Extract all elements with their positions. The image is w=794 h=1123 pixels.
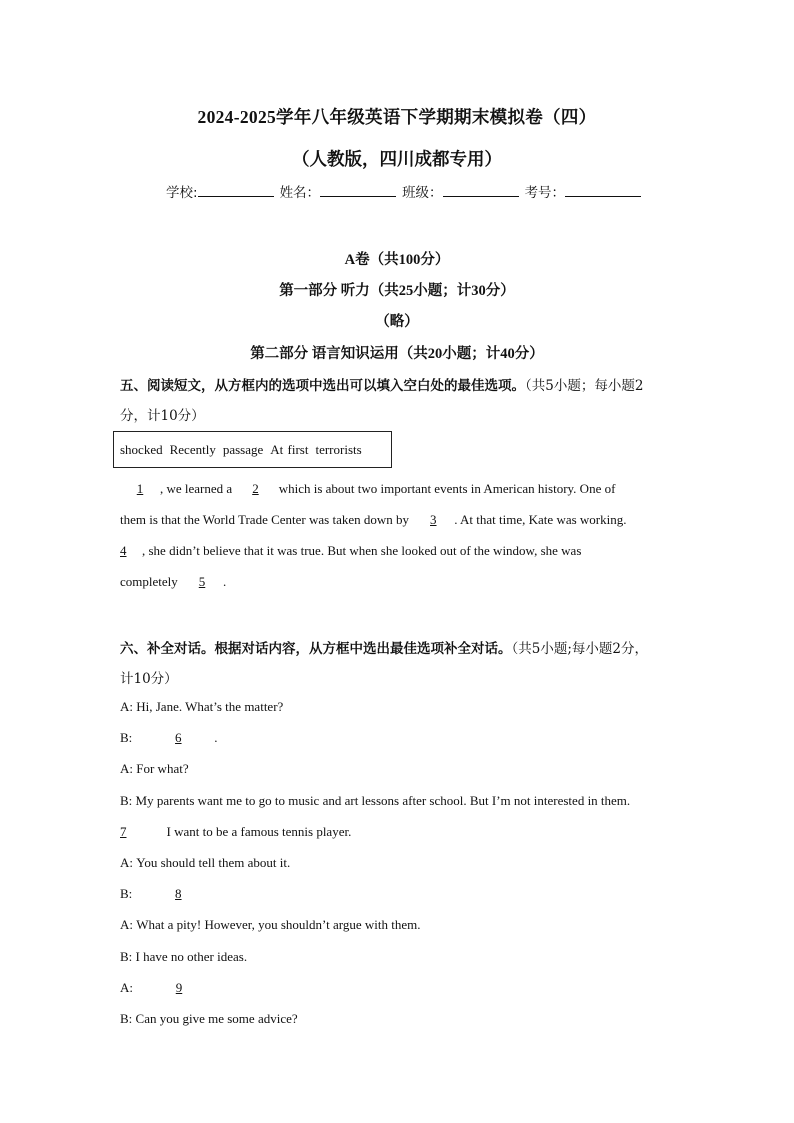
section5-instruction-cont: 分，计10分）	[120, 408, 205, 424]
answer-blank[interactable]: 9	[175, 980, 183, 995]
dialogue-line: A: You should tell them about it.	[120, 855, 291, 870]
part1-heading: 第一部分 听力（共25小题；计30分）	[279, 283, 515, 299]
answer-blank[interactable]: 8	[175, 886, 182, 901]
volume-a-heading: A卷（共100分）	[344, 252, 450, 268]
answer-blank[interactable]: 4	[120, 543, 127, 558]
word-option: shocked	[120, 441, 163, 457]
dialogue-line: A: For what?	[120, 761, 189, 776]
dialogue-line: B: Can you give me some advice?	[120, 1011, 298, 1026]
dialogue-line: B: I have no other ideas.	[120, 949, 248, 964]
dialogue-line: B: 8	[120, 886, 214, 902]
school-blank[interactable]	[198, 183, 274, 197]
part1-note: （略）	[375, 314, 419, 330]
dialogue-line: A: Hi, Jane. What’s the matter?	[120, 699, 284, 714]
word-option: terrorists	[315, 441, 362, 457]
passage-line: them is that the World Trade Center was taken down by 3 . At that time, Kate was working.	[120, 512, 627, 527]
dialogue-line: 7 I want to be a famous tennis player.	[120, 824, 352, 839]
dialogue-line: B: My parents want me to go to music and art lessons after school. But I’m not interested in them.	[120, 793, 631, 808]
word-option: passage	[222, 441, 264, 457]
answer-blank[interactable]: 5	[198, 574, 206, 589]
school-label: 学校:	[166, 185, 198, 201]
page-title: 2024-2025学年八年级英语下学期期末模拟卷（四）	[197, 107, 597, 127]
answer-blank[interactable]: 7	[120, 824, 127, 839]
answer-blank[interactable]: 3	[430, 512, 437, 527]
dialogue-line: A: 9	[120, 980, 215, 996]
word-box	[113, 431, 392, 468]
section5-instruction: 五、阅读短文，从方框内的选项中选出可以填入空白处的最佳选项。（共5小题；每小题2	[120, 378, 644, 394]
word-option: Recently	[169, 441, 216, 457]
answer-blank[interactable]: 1	[136, 481, 144, 496]
exam-number-label: 考号：	[524, 185, 566, 201]
passage-line: completely 5 .	[120, 574, 227, 589]
name-label: 姓名：	[279, 185, 321, 201]
page-subtitle: （人教版，四川成都专用）	[292, 149, 502, 169]
class-blank[interactable]	[443, 183, 519, 197]
section6-instruction-cont: 计10分）	[120, 671, 178, 687]
section6-instruction: 六、补全对话。根据对话内容，从方框中选出最佳选项补全对话。（共5小题;每小题2分，	[120, 641, 648, 657]
passage-line: 4 , she didn’t believe that it was true. But when she looked out of the window, she was	[120, 543, 582, 558]
class-label: 班级：	[402, 185, 443, 201]
part2-heading: 第二部分 语言知识运用（共20小题；计40分）	[250, 346, 544, 362]
answer-blank[interactable]: 2	[252, 481, 259, 496]
answer-blank[interactable]: 6	[175, 730, 182, 745]
dialogue-line: A: What a pity! However, you shouldn’t argue with them.	[120, 917, 421, 932]
word-option: At first	[270, 441, 309, 457]
name-blank[interactable]	[320, 183, 396, 197]
student-info-line	[166, 181, 644, 201]
dialogue-line: B: 6 .	[120, 730, 218, 745]
exam-number-blank[interactable]	[565, 183, 641, 197]
passage-line: 1 , we learned a 2 which is about two important events in American history. One of	[120, 481, 615, 497]
